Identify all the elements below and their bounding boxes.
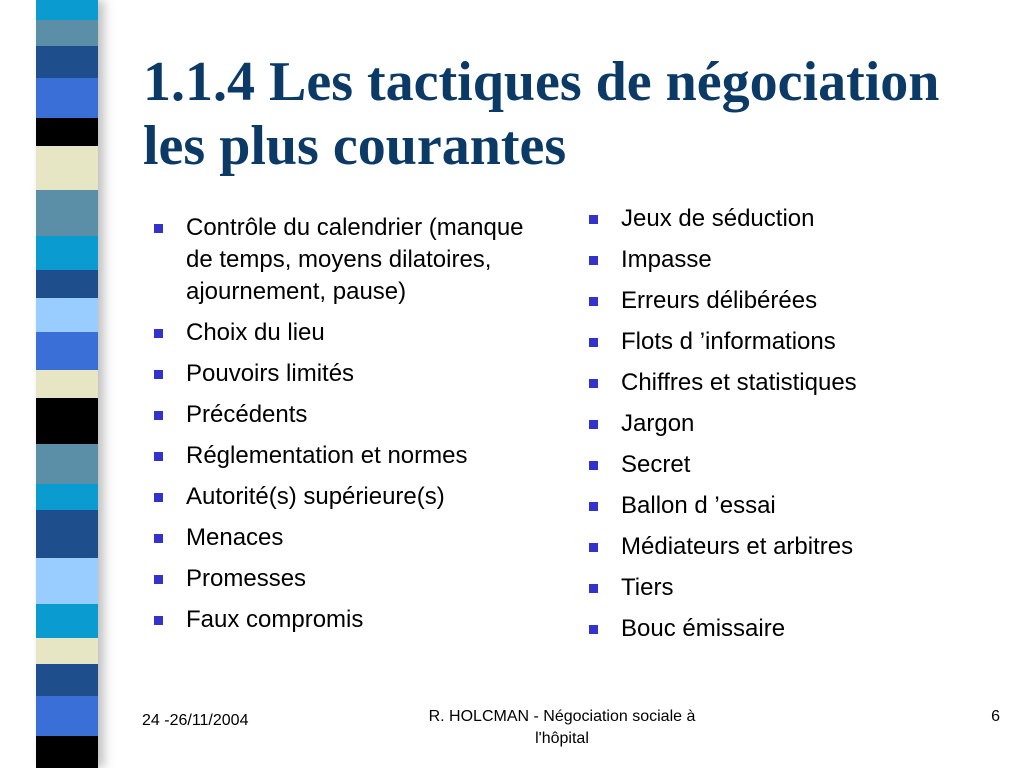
list-item — [583, 613, 1003, 645]
stripe — [36, 664, 98, 696]
list-item — [148, 522, 548, 554]
square-bullet-icon — [589, 215, 598, 224]
list-item — [583, 572, 1003, 604]
list-item-text: Pouvoirs limités — [186, 360, 355, 387]
stripe — [36, 332, 98, 370]
stripe — [36, 190, 98, 236]
list-item — [148, 212, 548, 308]
list-item — [583, 449, 1003, 481]
list-item — [148, 358, 548, 390]
square-bullet-icon — [154, 224, 163, 233]
list-item-text: Autorité(s) supérieure(s) — [186, 483, 445, 510]
list-item — [583, 244, 1003, 276]
list-item-text: Choix du lieu — [186, 319, 325, 346]
list-item-text: Faux compromis — [186, 606, 364, 633]
square-bullet-icon — [589, 461, 598, 470]
square-bullet-icon — [154, 493, 163, 502]
list-item-text: Menaces — [186, 524, 284, 551]
list-item — [148, 317, 548, 349]
stripe — [36, 696, 98, 736]
left-bullet-list — [148, 212, 548, 645]
list-item — [583, 490, 1003, 522]
list-item-text: Précédents — [186, 401, 308, 428]
list-item-text: Impasse — [621, 246, 712, 273]
stripe — [36, 484, 98, 510]
square-bullet-icon — [589, 379, 598, 388]
list-item — [583, 408, 1003, 440]
stripe — [36, 146, 98, 190]
list-item-text: Promesses — [186, 565, 307, 592]
list-item — [148, 481, 548, 513]
stripe — [36, 604, 98, 638]
square-bullet-icon — [154, 452, 163, 461]
list-item-text: Jargon — [621, 410, 695, 437]
square-bullet-icon — [589, 420, 598, 429]
square-bullet-icon — [589, 502, 598, 511]
list-item-text: Réglementation et normes — [186, 442, 468, 469]
list-item — [583, 203, 1003, 235]
square-bullet-icon — [589, 338, 598, 347]
stripe — [36, 370, 98, 398]
square-bullet-icon — [154, 329, 163, 338]
square-bullet-icon — [589, 297, 598, 306]
stripe — [36, 558, 98, 604]
list-item-text: Ballon d ’essai — [621, 492, 776, 519]
square-bullet-icon — [154, 616, 163, 625]
list-item-text: Erreurs délibérées — [621, 287, 818, 314]
list-item — [148, 604, 548, 636]
stripe — [36, 78, 98, 118]
square-bullet-icon — [589, 584, 598, 593]
stripe — [36, 736, 98, 768]
list-item — [148, 440, 548, 472]
stripe — [36, 118, 98, 146]
slide-title: 1.1.4 Les tactiques de négociation les plus courantes — [143, 51, 940, 177]
list-item-text: Jeux de séduction — [621, 205, 815, 232]
list-item-text: Tiers — [621, 574, 674, 601]
list-item-text: Contrôle du calendrier (manque de temps, moyens dilatoires, ajournement, pause) — [186, 214, 524, 305]
stripe — [36, 0, 98, 20]
square-bullet-icon — [154, 534, 163, 543]
square-bullet-icon — [589, 256, 598, 265]
stripe — [36, 398, 98, 444]
list-item-text: Bouc émissaire — [621, 615, 786, 642]
list-item — [583, 367, 1003, 399]
square-bullet-icon — [589, 543, 598, 552]
page-number: 6 — [991, 708, 1000, 725]
footer-author-title: R. HOLCMAN - Négociation sociale à l'hôpital — [428, 708, 696, 747]
stripe — [36, 236, 98, 270]
list-item — [583, 285, 1003, 317]
list-item — [583, 531, 1003, 563]
right-bullet-list — [583, 203, 1003, 654]
square-bullet-icon — [154, 370, 163, 379]
footer-date: 24 -26/11/2004 — [142, 712, 249, 729]
list-item — [148, 563, 548, 595]
list-item-text: Chiffres et statistiques — [621, 369, 857, 396]
stripe — [36, 638, 98, 664]
stripe — [36, 298, 98, 332]
list-item — [148, 399, 548, 431]
stripe — [36, 510, 98, 558]
stripe — [36, 20, 98, 46]
list-item-text: Médiateurs et arbitres — [621, 533, 854, 560]
list-item — [583, 326, 1003, 358]
square-bullet-icon — [154, 411, 163, 420]
stripe — [36, 270, 98, 298]
square-bullet-icon — [589, 625, 598, 634]
square-bullet-icon — [154, 575, 163, 584]
decorative-stripe-bar — [36, 0, 98, 768]
stripe — [36, 444, 98, 484]
stripe — [36, 46, 98, 78]
list-item-text: Flots d ’informations — [621, 328, 836, 355]
list-item-text: Secret — [621, 451, 691, 478]
